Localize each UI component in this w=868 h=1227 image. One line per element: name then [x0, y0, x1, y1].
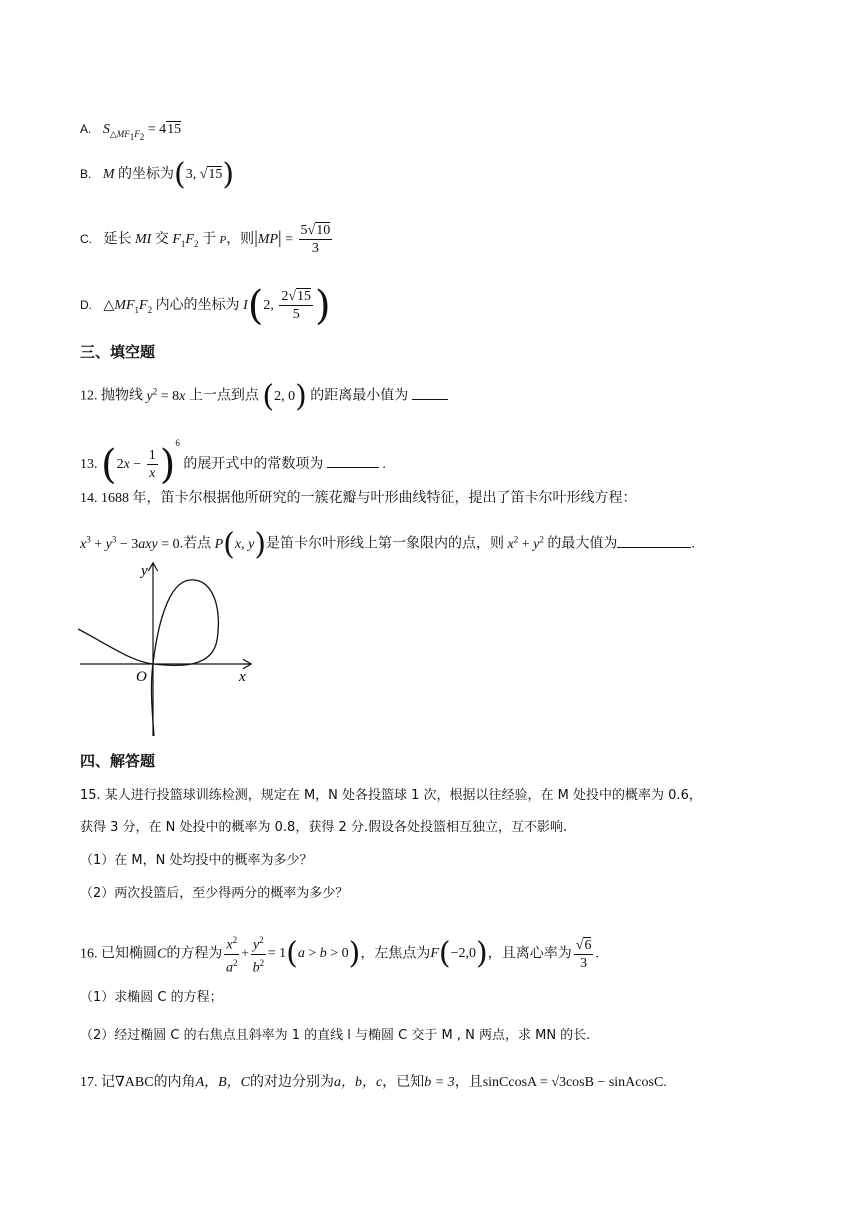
- q16-sub2: （2）经过椭圆 C 的右焦点且斜率为 1 的直线 l 与椭圆 C 交于 M , N 两点，求 MN 的长.: [80, 1028, 591, 1043]
- q14-text-2: 是笛卡尔叶形线上第一象限内的点，则: [266, 536, 505, 552]
- q17-end: .: [663, 1075, 667, 1090]
- q12-text-mid: 上一点到点: [188, 388, 259, 404]
- option-d-text: $\triangle MF_1F_2$ 内心的坐标为 I(2, $\frac{2√15}{5}$ ): [103, 282, 331, 329]
- option-b: [80, 156, 235, 192]
- q17-mid3: ，已知: [382, 1075, 425, 1090]
- option-a: [80, 118, 181, 148]
- option-a-label: A.: [80, 122, 92, 136]
- q13-number: 13.: [80, 457, 98, 472]
- option-d: [80, 282, 331, 329]
- q16-eccentricity: $\frac{√6}{3}$: [575, 937, 592, 971]
- x-axis-label: x: [239, 669, 246, 685]
- q14-blank: [617, 533, 691, 548]
- q17-sides: a，b，c: [334, 1075, 383, 1090]
- option-a-formula: $S_{\triangle MF_1F_2} = 415$: [102, 122, 182, 142]
- q17-b-value: b = 3: [424, 1075, 455, 1090]
- option-c-label: C.: [80, 231, 92, 246]
- option-b-text: M 的坐标为(3, √15): [102, 156, 235, 192]
- q12-text-pre: 抛物线: [101, 388, 143, 404]
- option-b-label: B.: [80, 167, 92, 181]
- q16-frac-y: $\frac{y^2}{b^2}$: [251, 932, 266, 976]
- question-14-line2: [80, 526, 695, 562]
- q17-equation: sinCcosA = √3cosB − sinAcosC: [482, 1075, 664, 1090]
- q13-expression: (2x − $\frac{1}{x}$ )$^6$: [101, 438, 180, 488]
- q12-blank: [412, 385, 448, 400]
- q13-blank: [327, 453, 379, 468]
- question-16: 16. 已知椭圆C的方程为 $\frac{x^2}{a^2}$ + $\frac{y^2}{b^2}$ = 1(a > b > 0)，左焦点为F(−2,0)，且离心率为 $\frac{√6}{3}$ .: [80, 932, 599, 976]
- option-c: [80, 222, 334, 257]
- q14-end: .: [691, 536, 695, 552]
- q13-end: .: [382, 457, 386, 472]
- q12-number: 12.: [80, 388, 98, 404]
- q17-angles: A，B，C: [195, 1075, 251, 1090]
- q17-mid4: ，且: [454, 1075, 483, 1090]
- q17-pre: 17. 记: [80, 1075, 115, 1090]
- question-14-line1: 14. 1688 年，笛卡尔根据他所研究的一簇花瓣与叶形曲线特征，提出了笛卡尔叶形线方程：: [80, 491, 637, 506]
- question-13: [80, 432, 386, 488]
- q14-text-1: .若点: [179, 536, 212, 552]
- question-12: [80, 378, 448, 414]
- q12-formula: $y^2 = 8x$: [146, 386, 186, 404]
- option-c-text: 延长 MI 交 $F_1F_2$ 于 P，则|MP| = $\frac{5√10}{3}$: [103, 223, 331, 256]
- section-4-heading: 四、解答题: [80, 752, 156, 770]
- q16-frac-x: $\frac{x^2}{a^2}$: [224, 932, 239, 976]
- q14-text-3: 的最大值为: [547, 536, 618, 552]
- q15-line2: 获得 3 分，在 N 处投中的概率为 0.8，获得 2 分.假设各处投篮相互独立，互不影响.: [80, 820, 568, 835]
- q12-text-post: 的距离最小值为: [310, 388, 409, 404]
- q14-expr: $x^2 + y^2$: [507, 534, 544, 552]
- q13-text-post: 的展开式中的常数项为: [183, 457, 324, 472]
- q16-focus: F(−2,0): [430, 936, 488, 972]
- q16-c: C: [157, 946, 167, 962]
- q17-mid: 的内角: [153, 1075, 196, 1090]
- q16-pre: 16. 已知椭圆: [80, 946, 157, 962]
- q12-point: (2, 0): [262, 378, 307, 414]
- q16-mid2: ，左焦点为: [360, 946, 431, 962]
- folium-curve: [78, 580, 218, 736]
- question-17: [80, 1072, 667, 1094]
- option-d-label: D.: [80, 297, 92, 312]
- section-3-heading: 三、填空题: [80, 343, 156, 361]
- q17-mid2: 的对边分别为: [250, 1075, 335, 1090]
- q16-mid: 的方程为: [166, 946, 223, 962]
- q15-sub2: （2）两次投篮后，至少得两分的概率为多少？: [80, 886, 349, 901]
- q15-line1: 15. 某人进行投篮球训练检测，规定在 M，N 处各投篮球 1 次，根据以往经验，在 M 处投中的概率为 0.6，: [80, 788, 702, 803]
- q16-end: .: [595, 946, 599, 962]
- q14-equation: $x^3 + y^3 - 3axy = 0$: [80, 534, 180, 552]
- q16-sub1: （1）求椭圆 C 的方程；: [80, 990, 223, 1005]
- y-axis-label: y: [141, 563, 148, 579]
- q15-sub1: （1）在 M，N 处均投中的概率为多少？: [80, 853, 313, 868]
- origin-label: O: [136, 669, 147, 685]
- folium-graph: [72, 560, 262, 740]
- q17-triangle: ∇ABC: [115, 1075, 154, 1090]
- q16-condition: = 1(a > b > 0): [267, 936, 361, 972]
- q14-point: P(x, y): [214, 526, 267, 562]
- q16-mid3: ，且离心率为: [487, 946, 572, 962]
